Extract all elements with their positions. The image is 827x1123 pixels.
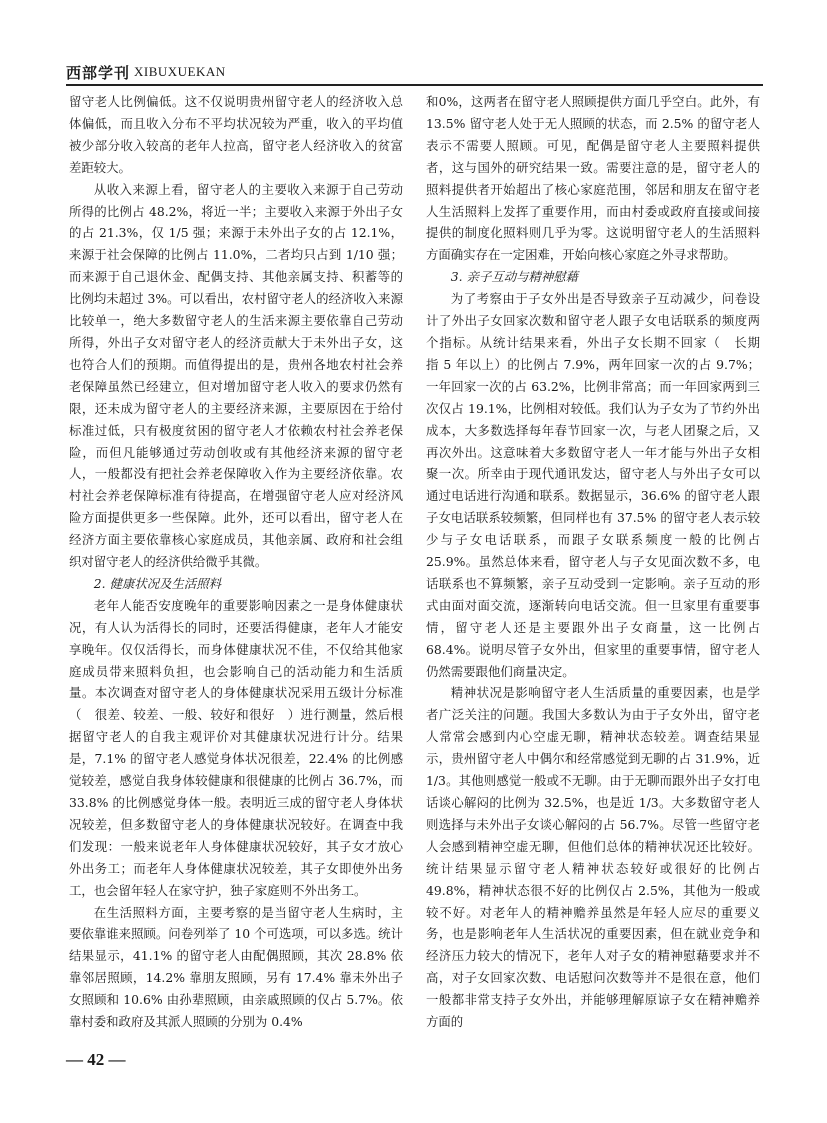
running-header: [66, 62, 763, 84]
paragraph: 从收入来源上看，留守老人的主要收入来源于自己劳动所得的比例占 48.2%，将近一半；主要收入来源于外出子女的占 21.3%，仅 1/5 强；来源于未外出子女的占 12.1%，来源于社会保障的比例占 11.0%，二者均只占到 1/10 强；而来源于自己退休金、配偶支持、其他亲属支持、积蓄等的比例均未超过 3%。可以看出，农村留守老人的经济收入来源比较单一，绝大多数留守老人的生活来源主要依靠自己劳动所得，外出子女对留守老人的经济贡献大于未外出子女，这也符合人们的预期。而值得提出的是，贵州各地农村社会养老保障虽然已经建立，但对增加留守老人收入的要求仍然有限，还未成为留守老人的主要经济来源，主要原因在于给付标准过低，只有极度贫困的留守老人才依赖农村社会养老保险，而但凡能够通过劳动创收或有其他经济来源的留守老人，一般都没有把社会养老保障收入作为主要经济依靠。农村社会养老保障标准有待提高，在增强留守老人应对经济风险方面提供更多一些保障。此外，还可以看出，留守老人在经济方面主要依靠核心家庭成员，其他亲属、政府和社会组织对留守老人的经济供给微乎其微。: [69, 181, 403, 570]
section-heading: 3. 亲子互动与精神慰藉: [450, 269, 579, 285]
left-column: [69, 91, 403, 1033]
paragraph: 和0%，这两者在留守老人照顾提供方面几乎空白。此外，有 13.5% 留守老人处于无人照顾的状态，而 2.5% 的留守老人表示不需要人照顾。可见，配偶是留守老人主要照料提供者，这与国外的研究结果一致。需要注意的是，留守老人的照料提供者开始超出了核心家庭范围，邻居和朋友在留守老人生活照料上发挥了重要作用，而由村委或政府直接或间接提供的制度化照料则几乎为零。这说明留守老人的生活照料方面确实存在一定困难，开始向核心家庭之外寻求帮助。: [426, 94, 760, 263]
paragraph: 精神状况是影响留守老人生活质量的重要因素，也是学者广泛关注的问题。我国大多数认为由于子女外出，留守老人常常会感到内心空虚无聊，精神状态较差。调查结果显示，贵州留守老人中偶尔和经常感觉到无聊的占 31.9%，近 1/3。其他则感觉一般或不无聊。由于无聊而跟外出子女打电话谈心解闷的比例为 32.5%，也是近 1/3。大多数留守老人则选择与未外出子女谈心解闷的占 56.7%。尽管一些留守老人会感到精神空虚无聊，但他们总体的精神状况还比较好。统计结果显示留守老人精神状态较好或很好的比例占 49.8%，精神状态很不好的比例仅占 2.5%，其他为一般或较不好。对老年人的精神赡养虽然是年轻人应尽的重要义务，也是影响老年人生活状况的重要因素，但在就业竞争和经济压力较大的情况下，老年人对子女的精神慰藉要求并不高，对子女回家次数、电话慰问次数等并不是很在意，他们一般都非常支持子女外出，并能够理解原谅子女在精神赡养方面的: [426, 685, 760, 1030]
section-heading: 2. 健康状况及生活照料: [93, 575, 222, 591]
paragraph: 在生活照料方面，主要考察的是当留守老人生病时，主要依靠谁来照顾。问卷列举了 10 个可选项，可以多选。统计结果显示，41.1% 的留守老人由配偶照顾，其次 28.8% 依靠邻居照顾，14.2% 靠朋友照顾，另有 17.4% 靠未外出子女照顾和 10.6% 由孙辈照顾，由亲戚照顾的仅占 5.7%。依靠村委和政府及其派人照顾的分别为 0.4%: [69, 904, 403, 1030]
journal-title: 西部学刊: [66, 64, 131, 82]
header-rule: [66, 84, 763, 86]
paragraph: 老年人能否安度晚年的重要影响因素之一是身体健康状况，有人认为活得长的同时，还要活得健康，老年人才能安享晚年。仅仅活得长，而身体健康状况不佳，不仅给其他家庭成员带来照料负担，也会影响自己的活动能力和生活质量。本次调查对留守老人的身体健康状况采用五级计分标准（ 很差、较差、一般、较好和很好 ）进行测量，然后根据留守老人的自我主观评价对其健康状况进行计分。结果是，7.1% 的留守老人感觉身体状况很差，22.4% 的比例感觉较差，感觉自我身体较健康和很健康的比例占 36.7%，而 33.8% 的比例感觉身体一般。表明近三成的留守老人身体状况较差，但多数留守老人的身体健康状况较好。在调查中我们发现：一般来说老年人身体健康状况较好，其子女才放心外出务工；而老年人身体健康状况较差，其子女即使外出务工，也会留年轻人在家守护，独子家庭则不外出务工。: [69, 597, 403, 898]
journal-pinyin: XIBUXUEKAN: [134, 64, 226, 79]
right-column: [426, 91, 773, 1033]
page-number: — 42 —: [66, 1050, 126, 1069]
paragraph: 留守老人比例偏低。这不仅说明贵州留守老人的经济收入总体偏低，而且收入分布不平均状况较为严重，收入的平均值被少部分收入较高的老年人拉高，留守老人经济收入的贫富差距较大。: [69, 94, 403, 175]
paragraph: 为了考察由于子女外出是否导致亲子互动减少，问卷设计了外出子女回家次数和留守老人跟子女电话联系的频度两个指标。从统计结果来看，外出子女长期不回家（ 长期 指 5 年以上）的比例占 7.9%，两年回家一次的占 9.7%；一年回家一次的占 63.2%，比例非常高；而一年回家两到三次仅占 19.1%，比例相对较低。我们认为子女为了节约外出成本，大多数选择每年春节回家一次，与老人团聚之后，又再次外出。这意味着大多数留守老人一年才能与外出子女相聚一次。所幸由于现代通讯发达，留守老人与外出子女可以通过电话进行沟通和联系。数据显示，36.6% 的留守老人跟子女电话联系较频繁，但同样也有 37.5% 的留守老人表示较少与子女电话联系，而跟子女联系频度一般的比例占 25.9%。虽然总体来看，留守老人与子女见面次数不多，电话联系也不算频繁，亲子互动受到一定影响。亲子互动的形式由面对面交流，逐渐转向电话交流。但一旦家里有重要事情，留守老人还是主要跟外出子女商量，这一比例占 68.4%。说明尽管子女外出，但家里的重要事情，留守老人仍然需要跟他们商量决定。: [426, 291, 773, 679]
